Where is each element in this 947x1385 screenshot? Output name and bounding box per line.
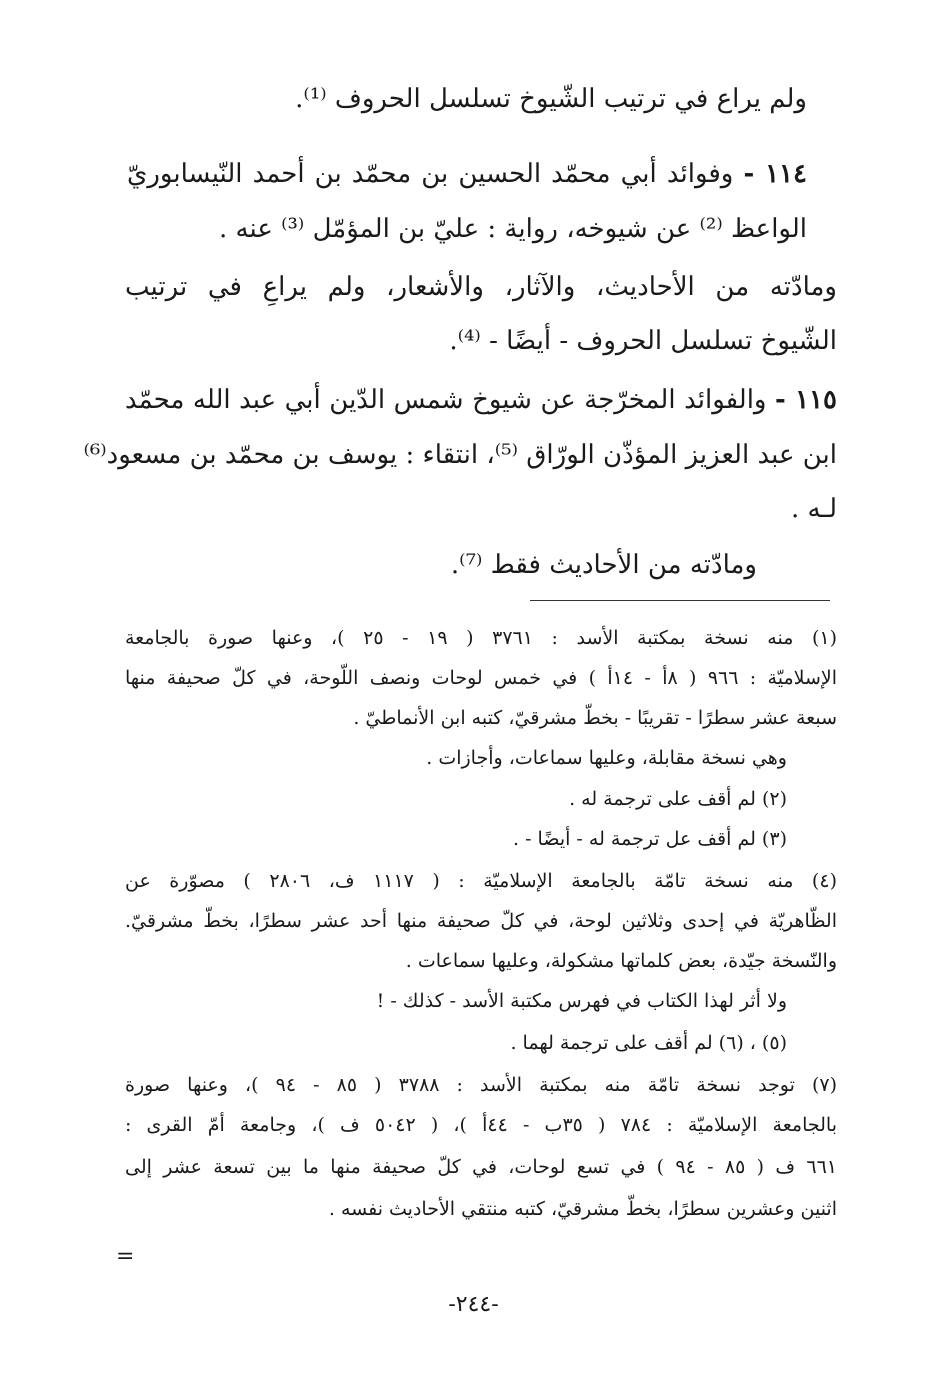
footnote-1-line-3: سبعة عشر سطرًا - تقريبًا - بخطّ مشرقيّ، كتبه ابن الأنماطيّ . — [353, 707, 837, 729]
page-number: -٢٤٤- — [448, 1292, 499, 1317]
entry-115-number: ١١٥ - — [775, 385, 837, 415]
footnote-4-line-2: الظّاهريّة في إحدى وثلاثين لوحة، في كلّ صحيفة منها أحد عشر سطرًا، بخطّ مشرقيّ. — [125, 910, 837, 932]
footnote-3: (٣) لم أقف عل ترجمة له - أيضًا - . — [513, 828, 787, 850]
footnote-7-line-4: اثنين وعشرين سطرًا، بخطّ مشرقيّ، كتبه منتقي الأحاديث نفسه . — [328, 1198, 837, 1220]
entry-115-first-line — [125, 383, 837, 417]
footnote-7-line-1: (٧) توجد نسخة تامّة منه بمكتبة الأسد : ٣٧٨٨ ( ٨٥ - ٩٤ )، وعنها صورة — [125, 1074, 838, 1096]
entry-114-line-2: الواعظ ⁽²⁾ عن شيوخه، رواية : عليّ بن المؤمّل ⁽³⁾ عنه . — [219, 214, 807, 244]
footnote-5-6: (٥) ، (٦) لم أقف على ترجمة لهما . — [510, 1032, 787, 1054]
body-line-1: ولم يراع في ترتيب الشّيوخ تسلسل الحروف ⁽¹⁾. — [295, 84, 807, 114]
footnote-4-line-4: ولا أثر لهذا الكتاب في فهرس مكتبة الأسد - كذلك - ! — [376, 990, 787, 1012]
footnote-4-line-3: والنّسخة جيّدة، بعض كلماتها مشكولة، وعليها سماعات . — [405, 950, 837, 972]
entry-114-first-line — [127, 157, 807, 191]
entry-114-line-4: الشّيوخ تسلسل الحروف - أيضًا - ⁽⁴⁾. — [449, 326, 837, 356]
footnote-1-line-1: (١) منه نسخة بمكتبة الأسد : ٣٧٦١ ( ١٩ - ٢٥ )، وعنها صورة بالجامعة — [125, 627, 838, 649]
footnote-4-line-1: (٤) منه نسخة تامّة بالجامعة الإسلاميّة : ( ١١١٧ ف، ٢٨٠٦ ) مصوّرة عن — [125, 870, 837, 892]
entry-115-line-3: لـه . — [790, 494, 837, 524]
footnote-1-line-4: وهي نسخة مقابلة، وعليها سماعات، وأجازات . — [426, 747, 787, 769]
entry-114-line-3: ومادّته من الأحاديث، والآثار، والأشعار، ولم يراعِ في ترتيب — [125, 272, 837, 302]
footnote-divider — [530, 600, 830, 601]
entry-115-text: والفوائد المخرّجة عن شيوخ شمس الدّين أبي عبد الله محمّد — [125, 385, 767, 415]
footnote-1-line-2: الإسلاميّة : ٩٦٦ ( ٨أ - ١٤أ ) في خمس لوحات ونصف اللّوحة، في كلّ صحيفة منها — [125, 667, 838, 689]
footnote-2: (٢) لم أقف على ترجمة له . — [569, 788, 787, 810]
entry-115-line-2: ابن عبد العزيز المؤذّن الورّاق ⁽⁵⁾، انتقاء : يوسف بن محمّد بن مسعود⁽⁶⁾ — [83, 440, 837, 470]
entry-115-line-4: ومادّته من الأحاديث فقط ⁽⁷⁾. — [450, 550, 757, 580]
entry-114-number: ١١٤ - — [743, 159, 807, 189]
entry-114-text: وفوائد أبي محمّد الحسين بن محمّد بن أحمد النّيسابوريّ — [127, 159, 734, 189]
footnote-7-line-3: ٦٦١ ف ( ٨٥ - ٩٤ ) في تسع لوحات، في كلّ صحيفة منها ما بين تسعة عشر إلى — [125, 1156, 838, 1178]
footnote-7-line-2: بالجامعة الإسلاميّة : ٧٨٤ ( ٣٥ب - ٤٤أ )، ( ٥٠٤٢ ف )، وجامعة أمّ القرى : — [125, 1114, 837, 1136]
continuation-mark: = — [116, 1244, 135, 1269]
